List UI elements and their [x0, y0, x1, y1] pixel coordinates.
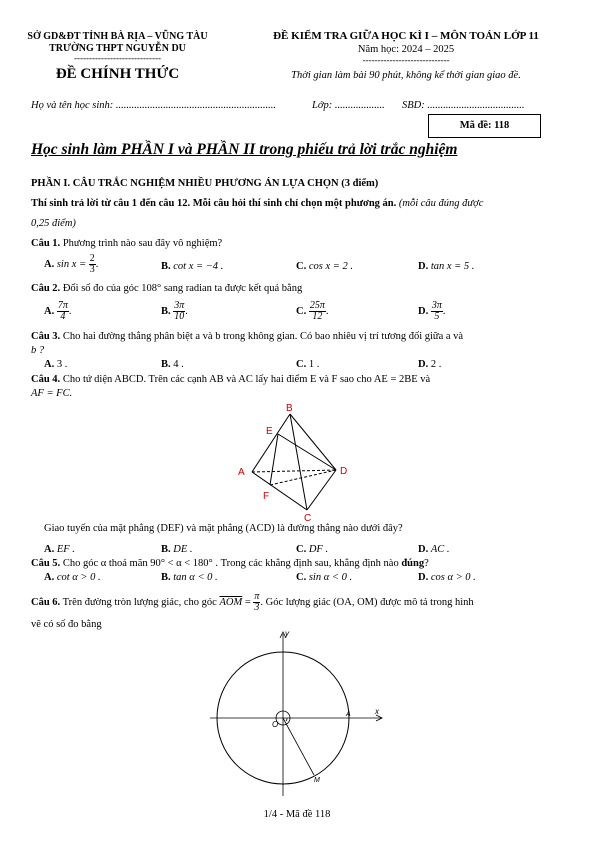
q3-option-b-text: 4 . — [173, 359, 184, 370]
y-axis-label: y — [285, 629, 289, 638]
point-m-label: M — [314, 777, 320, 784]
q3-option-c[interactable] — [296, 359, 319, 370]
exam-code-box — [428, 114, 541, 138]
student-class-field: Lớp: ................... — [312, 100, 385, 111]
q1-option-d[interactable] — [418, 261, 474, 272]
q1-option-d-text: tan x = 5 . — [430, 261, 475, 272]
edge-ab — [252, 414, 290, 472]
q5-option-a[interactable] — [44, 572, 101, 583]
angle-arc — [286, 718, 287, 721]
student-sbd-field: SBD: ..................................... — [402, 100, 525, 111]
question-6-text-end: vẽ có số đo bằng — [31, 619, 102, 630]
q2-option-c-fraction: $\frac{25\pi}{12}$ — [309, 300, 325, 322]
q1-option-a-fraction: $\frac{2}{3}$ — [89, 253, 95, 275]
q4-option-c-text: DF . — [308, 544, 329, 555]
question-3-text-end: b ? — [31, 345, 45, 356]
q5-option-b-text: tan α < 0 . — [173, 572, 218, 583]
part1-title: PHẦN I. CÂU TRẮC NGHIỆM NHIỀU PHƯƠNG ÁN LỰA CHỌN (3 điểm) — [31, 178, 379, 189]
q1-option-b-label: B. — [161, 261, 171, 272]
point-e-label: E — [266, 426, 273, 437]
segment-ed — [278, 434, 336, 470]
question-3 — [31, 331, 463, 342]
part1-instruction — [31, 198, 483, 209]
q4-option-d-label: D. — [418, 544, 429, 555]
q5-option-a-label: A. — [44, 572, 55, 583]
q3-option-c-label: C. — [296, 359, 307, 370]
q1-option-a[interactable]: A. sin x = $\frac{2}{3}$ . — [44, 253, 99, 275]
q4-option-c[interactable] — [296, 544, 328, 555]
question-4-subquestion: Giao tuyến của mặt phẳng (DEF) và mặt phẳng (ACD) là đường thẳng nào dưới đây? — [44, 523, 403, 534]
q5-option-c-label: C. — [296, 572, 307, 583]
q2-option-d-fraction: $\frac{3\pi}{5}$ — [431, 300, 442, 322]
q2-option-d-label: D. — [418, 305, 429, 317]
question-2-text: Đổi số đo của góc 108° sang radian ta được kết quả bằng — [62, 283, 303, 294]
q2-option-c[interactable]: C. $\frac{25\pi}{12}$ . — [296, 300, 329, 322]
vertex-c-label: C — [304, 513, 312, 524]
q3-option-d-label: D. — [418, 359, 429, 370]
point-f-label: F — [263, 491, 270, 502]
q3-option-d-text: 2 . — [430, 359, 442, 370]
q4-option-d[interactable] — [418, 544, 450, 555]
vertex-b-label: B — [286, 403, 293, 414]
q3-option-c-text: 1 . — [308, 359, 320, 370]
q5-option-d-label: D. — [418, 572, 429, 583]
tetrahedron-figure — [230, 400, 360, 525]
q2-option-a-fraction: $\frac{7\pi}{4}$ — [57, 300, 68, 322]
segment-fd-hidden — [270, 470, 336, 485]
edge-bc — [290, 414, 307, 510]
q1-option-a-label: A. — [44, 258, 55, 270]
q1-option-b-text: cot x = −4 . — [173, 261, 224, 272]
department-name: SỞ GD&ĐT TỈNH BÀ RỊA – VŨNG TÀU — [27, 31, 208, 42]
exam-time: Thời gian làm bài 90 phút, không kể thời gian giao đề. — [291, 70, 521, 81]
point-a-label: A — [346, 711, 351, 718]
q5-option-b[interactable] — [161, 572, 218, 583]
question-6-angle: $\overline{AOM}$ — [219, 596, 243, 608]
q2-option-b[interactable]: B. $\frac{3\pi}{10}$ . — [161, 300, 188, 322]
question-4-text-end: AF = FC. — [31, 388, 73, 399]
school-year: Năm học: 2024 – 2025 — [357, 44, 455, 55]
question-4-label: Câu 4. — [31, 374, 61, 385]
unit-circle-figure — [210, 628, 390, 800]
question-6-label: Câu 6. — [31, 596, 61, 608]
q5-option-b-label: B. — [161, 572, 171, 583]
page-footer: 1/4 - Mã đề 118 — [263, 809, 331, 820]
q2-option-b-fraction: $\frac{3\pi}{10}$ — [174, 300, 185, 322]
q3-option-b-label: B. — [161, 359, 171, 370]
edge-ac — [252, 472, 307, 510]
part1-instruction-note: (mỗi câu đúng được — [398, 198, 484, 209]
q2-option-a-label: A. — [44, 305, 55, 317]
header-divider-right: ----------------------------- — [362, 55, 450, 65]
question-6-fraction: $\frac{\pi}{3}$ — [254, 591, 260, 613]
header-divider-left: ----------------------------- — [74, 53, 161, 63]
question-5-text: Cho góc α thoả mãn 90° < α < 180° . Trong các khẳng định sau, khẳng định nào — [62, 558, 399, 569]
q1-option-b[interactable] — [161, 261, 223, 272]
q3-option-a-label: A. — [44, 359, 55, 370]
student-name-field: Họ và tên học sinh: ............................................................. — [31, 100, 276, 111]
question-6-text: Trên đường tròn lượng giác, cho góc — [62, 596, 217, 608]
q4-option-b-label: B. — [161, 544, 171, 555]
q3-option-b[interactable] — [161, 359, 184, 370]
q3-option-d[interactable] — [418, 359, 441, 370]
question-4-text: Cho tứ diện ABCD. Trên các cạnh AB và AC lấy hai điểm E và F sao cho AE = 2BE và — [62, 374, 431, 385]
question-5-emphasis: đúng — [401, 558, 425, 569]
segment-om — [283, 718, 314, 775]
exam-title: ĐỀ KIỂM TRA GIỮA HỌC KÌ I – MÔN TOÁN LỚP 11 — [273, 30, 539, 42]
question-3-text: Cho hai đường thẳng phân biệt a và b trong không gian. Có bao nhiêu vị trí tương đối giữa a và — [62, 331, 464, 342]
question-3-label: Câu 3. — [31, 331, 61, 342]
vertex-d-label: D — [340, 466, 348, 477]
q3-option-a[interactable] — [44, 359, 67, 370]
q5-option-a-text: cot α > 0 . — [56, 572, 101, 583]
q4-option-d-text: AC . — [430, 544, 450, 555]
question-1-label: Câu 1. — [31, 238, 61, 249]
exam-code: Mã đề: 118 — [459, 120, 510, 131]
q2-option-a[interactable]: A. $\frac{7\pi}{4}$ . — [44, 300, 72, 322]
school-name: TRƯỜNG THPT NGUYỄN DU — [49, 43, 186, 54]
vertex-a-label: A — [238, 467, 245, 478]
question-6-text-cont: . Góc lượng giác (OA, OM) được mô tả trong hình — [260, 596, 474, 608]
origin-label: O — [272, 720, 279, 729]
q1-option-a-pre: sin x = — [56, 258, 87, 270]
question-6: Câu 6. Trên đường tròn lượng giác, cho góc $\overline{AOM}$ = $\frac{\pi}{3}$ . Góc lượng giác (OA, OM) được mô tả trong hình — [31, 591, 474, 613]
question-1 — [31, 238, 222, 249]
q5-option-d[interactable] — [418, 572, 476, 583]
question-5-label: Câu 5. — [31, 558, 61, 569]
question-4 — [31, 374, 430, 385]
q1-option-c-text: cos x = 2 . — [308, 261, 353, 272]
q4-option-a-text: EF . — [56, 544, 75, 555]
edge-bd — [290, 414, 336, 470]
q1-option-c[interactable] — [296, 261, 353, 272]
q4-option-a[interactable] — [44, 544, 75, 555]
q2-option-b-label: B. — [161, 305, 171, 317]
part1-instruction-note-end: 0,25 điểm) — [31, 218, 76, 229]
answer-sheet-instruction: Học sinh làm PHẦN I và PHẦN II trong phiếu trả lời trắc nghiệm — [31, 141, 458, 158]
official-label: ĐỀ CHÍNH THỨC — [55, 66, 180, 82]
x-axis-label: x — [375, 707, 379, 716]
q4-option-a-label: A. — [44, 544, 55, 555]
q1-option-c-label: C. — [296, 261, 307, 272]
q5-option-d-text: cos α > 0 . — [430, 572, 476, 583]
q1-option-d-label: D. — [418, 261, 429, 272]
q4-option-c-label: C. — [296, 544, 307, 555]
q2-option-c-label: C. — [296, 305, 307, 317]
question-2 — [31, 283, 302, 294]
question-1-text: Phương trình nào sau đây vô nghiệm? — [62, 238, 223, 249]
part1-instruction-bold: Thí sinh trả lời từ câu 1 đến câu 12. Mỗi câu hỏi thí sinh chỉ chọn một phương án. — [31, 198, 397, 209]
question-2-label: Câu 2. — [31, 283, 61, 294]
question-5: Câu 5. Cho góc α thoả mãn 90° < α < 180° . Trong các khẳng định sau, khẳng định nào đúng? — [31, 558, 429, 569]
q4-option-b[interactable] — [161, 544, 193, 555]
q3-option-a-text: 3 . — [56, 359, 68, 370]
q5-option-c-text: sin α < 0 . — [308, 572, 353, 583]
q4-option-b-text: DE . — [173, 544, 193, 555]
q2-option-d[interactable]: D. $\frac{3\pi}{5}$ . — [418, 300, 446, 322]
edge-ad-hidden — [252, 470, 336, 472]
q5-option-c[interactable] — [296, 572, 352, 583]
segment-ef — [270, 434, 278, 485]
